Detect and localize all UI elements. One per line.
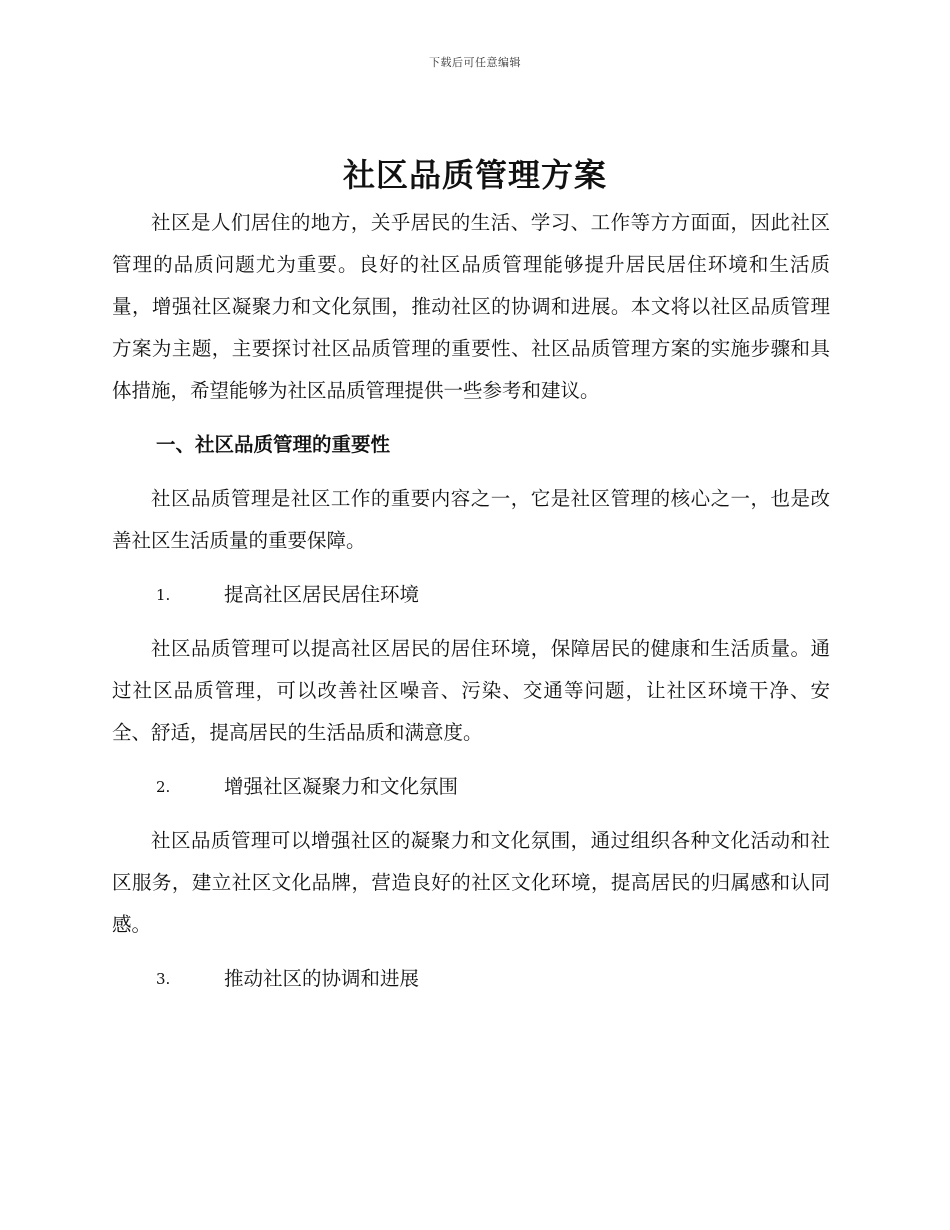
list-item-number: 1.: [156, 586, 171, 604]
header-note: 下载后可任意编辑: [429, 56, 521, 69]
section-heading: 一、社区品质管理的重要性: [156, 433, 391, 456]
intro-paragraph: 社区是人们居住的地方，关乎居民的生活、学习、工作等方方面面，因此社区管理的品质问题尤为重要。良好的社区品质管理能够提升居民居住环境和生活质量，增强社区凝聚力和文化氛围，推动社区的协调和进展。本文将以社区品质管理方案为主题，主要探讨社区品质管理的重要性、社区品质管理方案的实施步骤和具体措施，希望能够为社区品质管理提供一些参考和建议。: [112, 211, 830, 402]
list-item-title: 推动社区的协调和进展: [224, 967, 420, 990]
list-item-title: 提高社区居民居住环境: [224, 583, 420, 606]
list-item-number: 3.: [156, 970, 171, 988]
document-title: 社区品质管理方案: [342, 156, 607, 194]
list-item: [112, 766, 830, 808]
list-item-number: 2.: [156, 778, 171, 796]
document-body: [112, 202, 830, 1000]
item-paragraph: 社区品质管理可以增强社区的凝聚力和文化氛围，通过组织各种文化活动和社区服务，建立社区文化品牌，营造良好的社区文化环境，提高居民的归属感和认同感。: [112, 829, 830, 936]
list-item-title: 增强社区凝聚力和文化氛围: [224, 775, 459, 798]
item-paragraph: 社区品质管理可以提高社区居民的居住环境，保障居民的健康和生活质量。通过社区品质管理，可以改善社区噪音、污染、交通等问题，让社区环境干净、安全、舒适，提高居民的生活品质和满意度。: [112, 637, 830, 744]
list-item: [112, 958, 830, 1000]
list-item: [112, 574, 830, 616]
section-paragraph: 社区品质管理是社区工作的重要内容之一，它是社区管理的核心之一，也是改善社区生活质量的重要保障。: [112, 487, 830, 552]
